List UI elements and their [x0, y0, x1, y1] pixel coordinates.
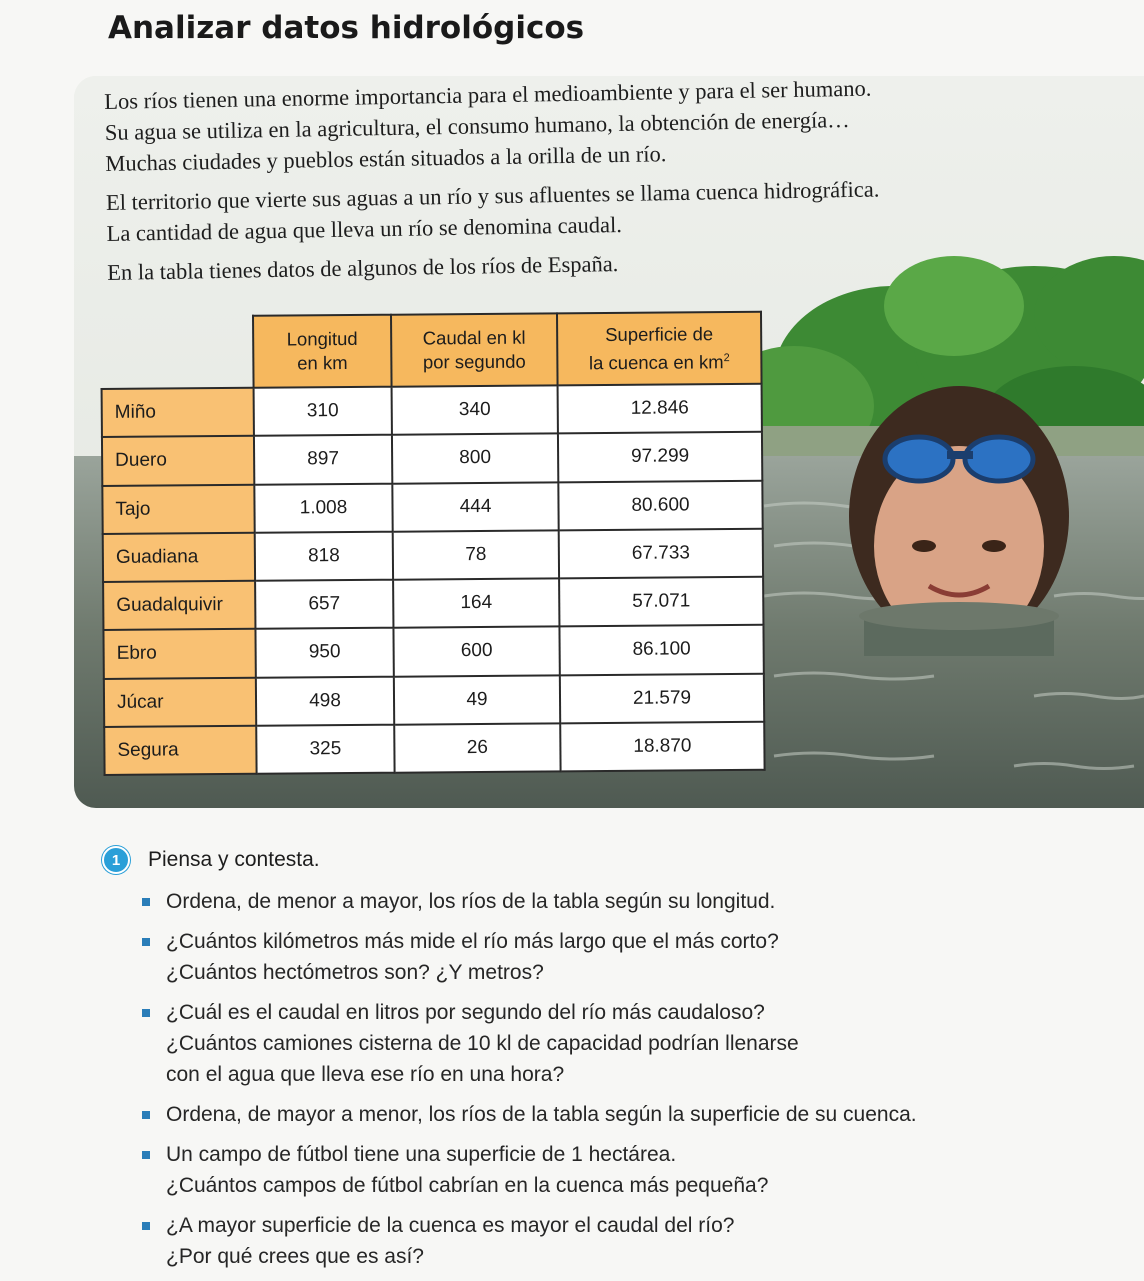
cell-longitud: 950: [255, 628, 393, 677]
header-caudal: [391, 313, 558, 386]
exercise-item-line: ¿Cuántos campos de fútbol cabrían en la cuenca más pequeña?: [166, 1174, 769, 1197]
table-row: [102, 384, 762, 437]
exercise-item: [142, 1210, 1102, 1272]
table-row: [103, 529, 763, 582]
intro-paragraph-2: [106, 170, 1067, 249]
square-bullet-icon: [142, 1151, 150, 1159]
cell-superficie: 57.071: [559, 577, 763, 627]
table-row: [104, 673, 764, 726]
intro-paragraph-3: En la tabla tienes datos de algunos de los ríos de España.: [107, 251, 619, 285]
intro-paragraph-1: [104, 69, 1065, 179]
table-body: [102, 384, 765, 775]
square-bullet-icon: [142, 1009, 150, 1017]
exercise-item-line: con el agua que lleva ese río en una hora?: [166, 1063, 565, 1086]
header-line: por segundo: [422, 350, 526, 373]
header-superficie: [557, 312, 762, 386]
square-bullet-icon: [142, 938, 150, 946]
exercise-item-line: ¿Cuántos kilómetros más mide el río más largo que el más corto?: [166, 930, 779, 953]
exercise-item-line: ¿Cuántos camiones cisterna de 10 kl de capacidad podrían llenarse: [166, 1032, 799, 1055]
intro-line: Su agua se utiliza en la agricultura, el consumo humano, la obtención de energía…: [104, 106, 850, 145]
exercise-item-line: ¿A mayor superficie de la cuenca es mayor el caudal del río?: [166, 1214, 735, 1237]
exercise-item: [142, 886, 1102, 917]
header-line: en km: [297, 352, 348, 374]
cell-caudal: 340: [392, 385, 558, 435]
cell-longitud: 1.008: [254, 483, 392, 532]
square-bullet-icon: [142, 898, 150, 906]
table-row: [102, 480, 762, 533]
cell-caudal: 78: [393, 530, 559, 580]
cell-superficie: 12.846: [558, 384, 762, 434]
header-longitud: [253, 315, 392, 388]
river-name: Guadiana: [103, 533, 255, 582]
header-line: Longitud: [286, 327, 358, 350]
square-bullet-icon: [142, 1111, 150, 1119]
cell-caudal: 800: [392, 434, 558, 484]
river-name: Miño: [102, 388, 254, 437]
river-name: Ebro: [103, 629, 255, 678]
table-row: [103, 577, 763, 630]
header-line: Superficie de: [605, 323, 714, 345]
river-name: Duero: [102, 436, 254, 485]
exercise-block: [102, 846, 1102, 1281]
exercise-item: [142, 1099, 1102, 1130]
cell-superficie: 97.299: [558, 432, 762, 482]
river-name: Guadalquivir: [103, 581, 255, 630]
cell-longitud: 818: [255, 531, 393, 580]
exercise-item-line: ¿Cuántos hectómetros son? ¿Y metros?: [166, 961, 544, 984]
table-row: [102, 432, 762, 485]
header-line: Caudal en kl: [422, 326, 526, 349]
intro-text: [104, 69, 1068, 296]
header-exponent: 2: [723, 351, 730, 365]
header-line: [558, 346, 760, 376]
cell-superficie: 18.870: [560, 722, 764, 772]
intro-line: La cantidad de agua que lleva un río se denomina caudal.: [106, 211, 623, 246]
cell-superficie: 80.600: [558, 480, 762, 530]
table-header-row: [101, 312, 762, 389]
exercise-list: [142, 886, 1102, 1272]
cell-caudal: 444: [392, 482, 558, 532]
exercise-item-line: Ordena, de mayor a menor, los ríos de la tabla según la superficie de su cuenca.: [166, 1103, 917, 1126]
exercise-number-badge: 1: [102, 846, 130, 874]
cell-caudal: 164: [393, 578, 559, 628]
exercise-item-line: Ordena, de menor a mayor, los ríos de la tabla según su longitud.: [166, 890, 776, 913]
exercise-item-line: Un campo de fútbol tiene una superficie de 1 hectárea.: [166, 1143, 677, 1166]
intro-line: Muchas ciudades y pueblos están situados a la orilla de un río.: [105, 141, 667, 176]
table-corner: [101, 316, 254, 389]
table-row: [103, 625, 763, 678]
exercise-item: [142, 997, 1102, 1090]
cell-superficie: 86.100: [559, 625, 763, 675]
cell-longitud: 310: [254, 387, 392, 436]
rivers-table-wrap: [100, 311, 766, 776]
cell-longitud: 325: [256, 724, 394, 773]
cell-longitud: 657: [255, 580, 393, 629]
square-bullet-icon: [142, 1222, 150, 1230]
rivers-table: [100, 311, 766, 776]
exercise-item-line: ¿Por qué crees que es así?: [166, 1245, 424, 1268]
cell-superficie: 21.579: [560, 673, 764, 723]
river-name: Júcar: [104, 677, 256, 726]
river-name: Segura: [104, 726, 256, 775]
intro-line: El territorio que vierte sus aguas a un río y sus afluentes se llama cuenca hidrográfica.: [105, 176, 880, 215]
cell-superficie: 67.733: [559, 529, 763, 579]
header-unit: la cuenca en km: [588, 351, 724, 374]
exercise-item-line: ¿Cuál es el caudal en litros por segundo del río más caudaloso?: [166, 1001, 765, 1024]
exercise-title: Piensa y contesta.: [148, 848, 320, 871]
table-row: [104, 722, 764, 775]
cell-longitud: 498: [256, 676, 394, 725]
cell-caudal: 26: [394, 723, 560, 773]
exercise-header: [102, 846, 1102, 874]
river-name: Tajo: [102, 484, 254, 533]
exercise-item: [142, 926, 1102, 988]
cell-caudal: 600: [393, 627, 559, 677]
intro-line: Los ríos tienen una enorme importancia para el medioambiente y para el ser humano.: [104, 75, 872, 114]
exercise-item: [142, 1139, 1102, 1201]
cell-caudal: 49: [394, 675, 560, 725]
swimmer: [849, 386, 1069, 656]
cell-longitud: 897: [254, 435, 392, 484]
page-title: Analizar datos hidrológicos: [108, 10, 585, 46]
